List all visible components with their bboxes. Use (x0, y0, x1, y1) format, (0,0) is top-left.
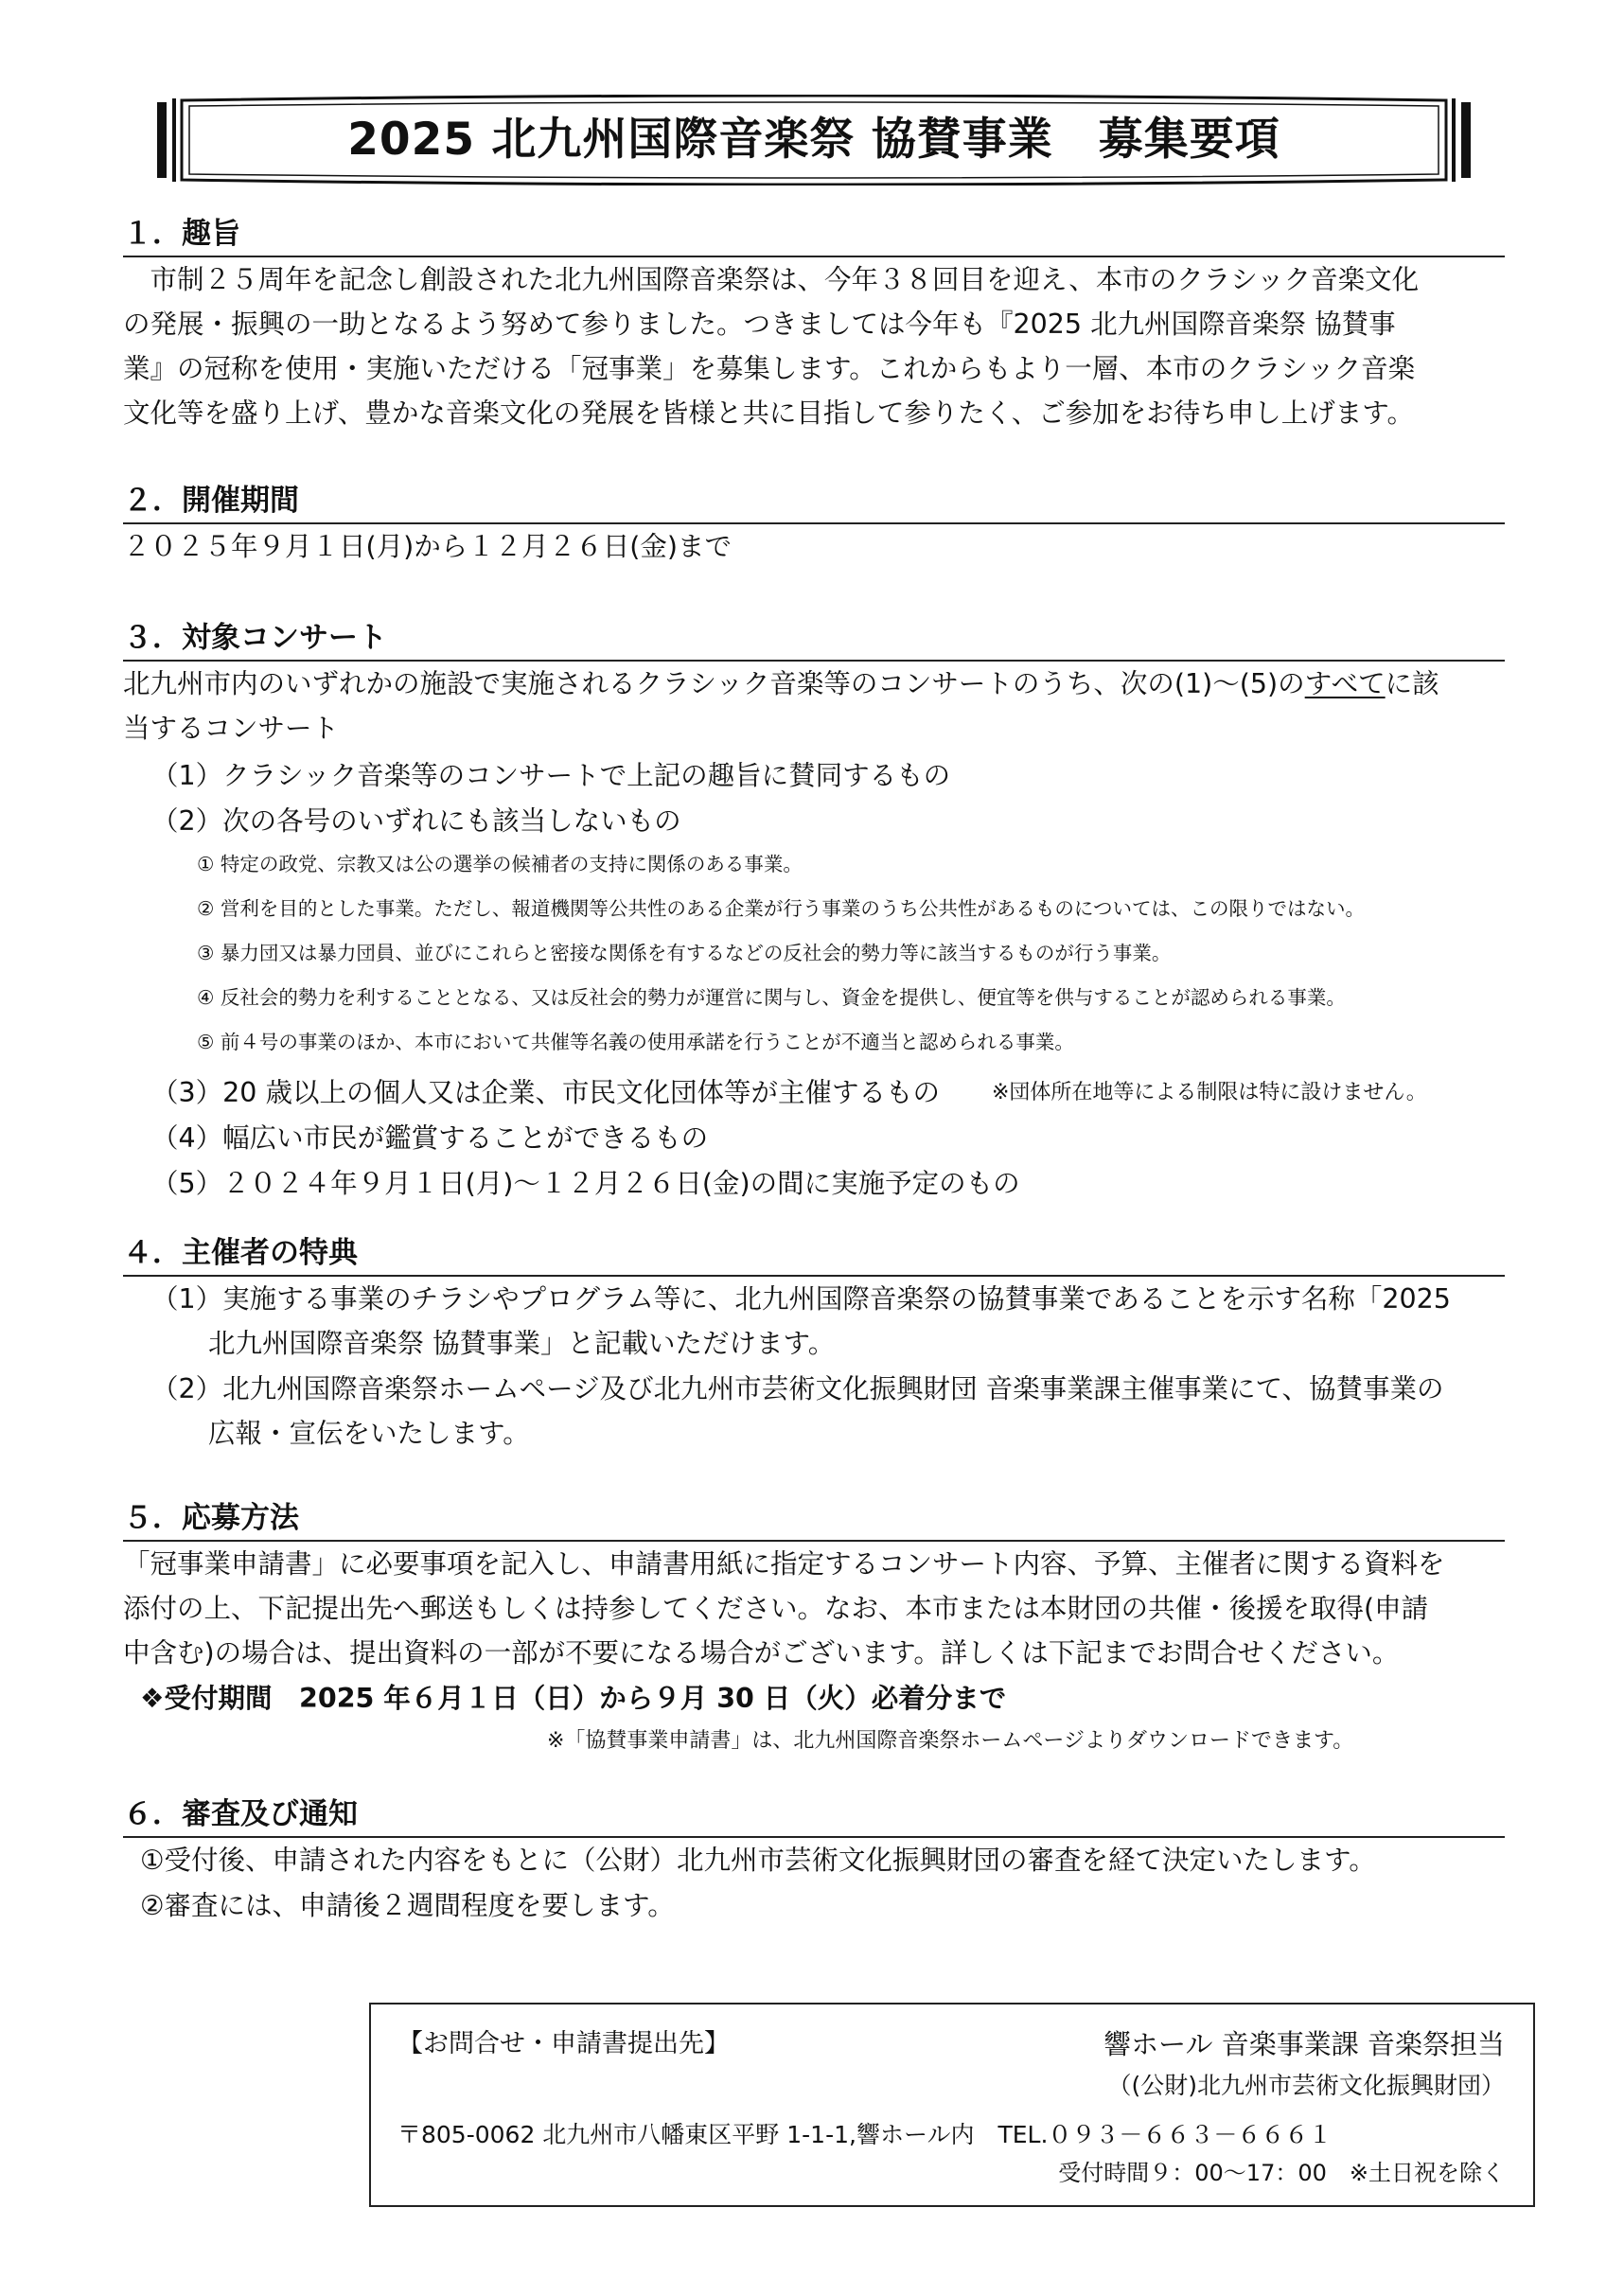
contact-label: 【お問合せ・申請書提出先】 (397, 2029, 730, 2058)
target-sub-4: ④ 反社会的勢力を利することとなる、又は反社会的勢力が運営に関与し、資金を提供し、便宜等を供与することが認められる事業。 (197, 986, 1346, 1009)
section-heading-period: ２．開催期間 (123, 483, 1505, 524)
purpose-line-4: 文化等を盛り上げ、豊かな音楽文化の発展を皆様と共に目指して参りたく、ご参加をお待ち申し上げます。 (123, 397, 1415, 429)
section-heading-target: ３．対象コンサート (123, 620, 1505, 662)
application-line-1: 「冠事業申請書」に必要事項を記入し、申請書用紙に指定するコンサート内容、予算、主催者に関する資料を (123, 1548, 1445, 1580)
target-item-2: （2）次の各号のいずれにも該当しないもの (151, 805, 681, 837)
contact-organization: 響ホール 音楽事業課 音楽祭担当 (1103, 2028, 1505, 2060)
target-sub-3: ③ 暴力団又は暴力団員、並びにこれらと密接な関係を有するなどの反社会的勢力等に該当するものが行う事業。 (197, 942, 1172, 964)
application-line-2: 添付の上、下記提出先へ郵送もしくは持参してください。なお、本市または本財団の共催・後援を取得(申請 (123, 1593, 1429, 1624)
section-heading-application: ５．応募方法 (123, 1500, 1505, 1542)
target-item-1: （1）クラシック音楽等のコンサートで上記の趣旨に賛同するもの (151, 760, 951, 791)
target-item-5: （5）２０２４年９月１日(月)～１２月２６日(金)の間に実施予定のもの (151, 1168, 1020, 1199)
target-sub-5: ⑤ 前４号の事業のほか、本市において共催等名義の使用承諾を行うことが不適当と認められる事業。 (197, 1031, 1074, 1053)
application-line-3: 中含む)の場合は、提出資料の一部が不要になる場合がございます。詳しくは下記までお問合せください。 (123, 1637, 1400, 1669)
section-heading-review: ６．審査及び通知 (123, 1796, 1505, 1838)
target-item-3: （3）20 歳以上の個人又は企業、市民文化団体等が主催するもの (151, 1077, 940, 1108)
target-item-4: （4）幅広い市民が鑑賞することができるもの (151, 1122, 709, 1154)
application-download-note: ※「協賛事業申請書」は、北九州国際音楽祭ホームページよりダウンロードできます。 (547, 1729, 1354, 1753)
target-intro-underlined: すべて (1304, 668, 1386, 699)
target-item-3-note: ※団体所在地等による制限は特に設けません。 (992, 1081, 1427, 1104)
contact-address: 〒805-0062 北九州市八幡東区平野 1-1-1,響ホール内 TEL.０９３－６６３－６６６１ (397, 2121, 1333, 2148)
contact-box (369, 2003, 1535, 2207)
contact-foundation: （(公財)北九州市芸術文化振興財団） (1107, 2072, 1505, 2099)
purpose-line-2: の発展・振興の一助となるよう努めて参りました。つきましては今年も『2025 北九州国際音楽祭 協賛事 (123, 309, 1396, 340)
target-sub-1: ① 特定の政党、宗教又は公の選挙の候補者の支持に関係のある事業。 (197, 853, 803, 875)
section-heading-benefits: ４．主催者の特典 (123, 1235, 1505, 1277)
benefit-item-1-line-1: （1）実施する事業のチラシやプログラム等に、北九州国際音楽祭の協賛事業であることを示す名称「2025 (151, 1283, 1451, 1315)
target-intro-line-2: 当するコンサート (123, 713, 340, 744)
purpose-line-3: 業』の冠称を使用・実施いただける「冠事業」を募集します。これからもより一層、本市のクラシック音楽 (123, 353, 1416, 384)
page-title: 2025 北九州国際音楽祭 協賛事業 募集要項 (347, 114, 1280, 166)
purpose-line-1: 市制２５周年を記念し創設された北九州国際音楽祭は、今年３８回目を迎え、本市のクラシック音楽文化 (123, 264, 1420, 295)
review-item-2: ②審査には、申請後２週間程度を要します。 (140, 1890, 675, 1921)
benefit-item-2-line-2: 広報・宣伝をいたします。 (208, 1418, 530, 1449)
target-intro-line-1 (123, 665, 1439, 703)
target-intro-text-a: 北九州市内のいずれかの施設で実施されるクラシック音楽等のコンサートのうち、次の(1)～(5)の (123, 668, 1305, 699)
contact-hours: 受付時間９：00～17：00 ※土日祝を除く (1058, 2160, 1505, 2186)
target-intro-text-b: に該 (1385, 668, 1439, 699)
section-heading-purpose: １．趣旨 (123, 216, 1505, 257)
benefit-item-1-line-2: 北九州国際音楽祭 協賛事業」と記載いただけます。 (208, 1328, 836, 1359)
title-banner (151, 95, 1476, 185)
target-sub-2: ② 営利を目的とした事業。ただし、報道機関等公共性のある企業が行う事業のうち公共性があるものについては、この限りではない。 (197, 897, 1365, 920)
benefit-item-2-line-1: （2）北九州国際音楽祭ホームページ及び北九州市芸術文化振興財団 音楽事業課主催事業にて、協賛事業の (151, 1373, 1444, 1404)
application-deadline: ❖受付期間 2025 年６月１日（日）から９月 30 日（火）必着分まで (140, 1683, 1007, 1714)
period-text: ２０２５年９月１日(月)から１２月２６日(金)まで (123, 531, 732, 562)
review-item-1: ①受付後、申請された内容をもとに（公財）北九州市芸術文化振興財団の審査を経て決定いたします。 (140, 1845, 1376, 1876)
